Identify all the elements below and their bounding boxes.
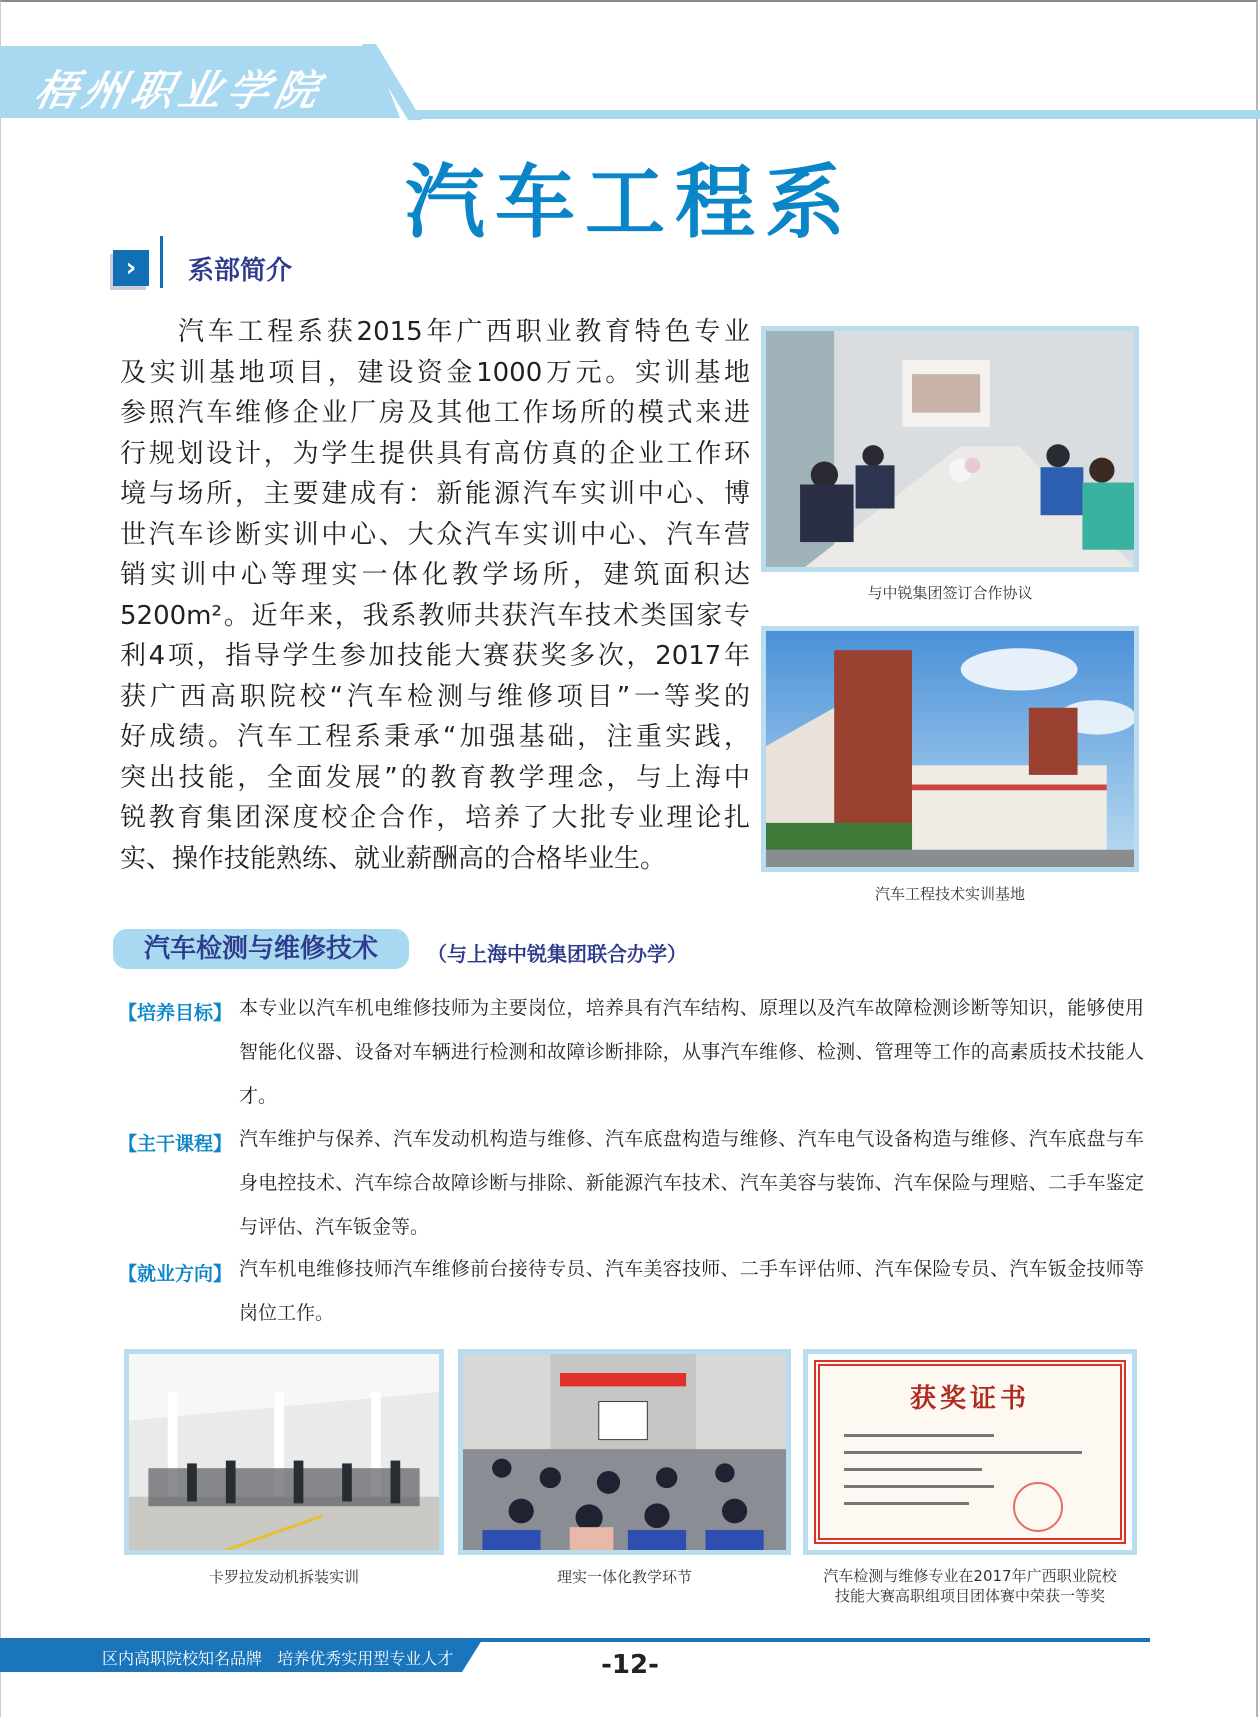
header-strip bbox=[410, 110, 1260, 119]
paragraph-line: 获广西高职院校“汽车检测与维修项目”一等奖的 bbox=[120, 681, 750, 712]
item-text: 汽车维护与保养、汽车发动机构造与维修、汽车底盘构造与维修、汽车电气设备构造与维修、汽车底盘与车身电控技术、汽车综合故障诊断与排除、新能源汽车技术、汽车美容与装饰、汽车保险与理赔、二手车鉴定与评估、汽车钣金等。 bbox=[239, 1128, 1144, 1238]
classroom-photo bbox=[458, 1349, 791, 1555]
paragraph-line: 境与场所，主要建成有：新能源汽车实训中心、博 bbox=[120, 479, 750, 509]
paragraph-line: 利4项，指导学生参加技能大赛获奖多次，2017年 bbox=[120, 641, 750, 671]
paragraph-line: 销实训中心等理实一体化教学场所，建筑面积达 bbox=[120, 560, 750, 590]
paragraph-line: 锐教育集团深度校企合作，培养了大批专业理论扎 bbox=[120, 803, 750, 833]
paragraph-line: 突出技能，全面发展”的教育教学理念，与上海中 bbox=[120, 762, 750, 793]
training-base-photo bbox=[761, 626, 1139, 872]
item-label: 【主干课程】 bbox=[118, 1133, 233, 1155]
paragraph-line: 世汽车诊断实训中心、大众汽车实训中心、汽车营 bbox=[120, 519, 750, 550]
paragraph-line: 行规划设计，为学生提供具有高仿真的企业工作环 bbox=[120, 438, 750, 469]
photo-caption: 与中锐集团签订合作协议 bbox=[867, 584, 1033, 602]
major-subtitle: （与上海中锐集团联合办学） bbox=[427, 942, 687, 966]
college-logo-text: 梧州职业学院 bbox=[30, 66, 329, 115]
chevron-right-icon: › bbox=[113, 250, 149, 286]
footer-slogan: 区内高职院校知名品牌 培养优秀实用型专业人才 bbox=[102, 1649, 454, 1668]
paragraph-line: 参照汽车维修企业厂房及其他工作场所的模式来进 bbox=[120, 398, 750, 428]
page-number: -12- bbox=[601, 1650, 659, 1680]
photo-caption bbox=[795, 1566, 1145, 1606]
photo-caption: 卡罗拉发动机拆装实训 bbox=[208, 1568, 359, 1586]
intro-paragraph bbox=[120, 312, 750, 879]
item-text: 本专业以汽车机电维修技师为主要岗位，培养具有汽车结构、原理以及汽车故障检测诊断等知识，能够使用智能化仪器、设备对车辆进行检测和故障诊断排除，从事汽车维修、检测、管理等工作的高素质技术技能人才。 bbox=[239, 997, 1144, 1107]
paragraph-line: 及实训基地项目，建设资金1000万元。实训基地 bbox=[120, 357, 750, 388]
paragraph-line: 汽车工程系获2015年广西职业教育特色专业 bbox=[178, 317, 750, 347]
item-label: 【就业方向】 bbox=[118, 1263, 233, 1285]
photo-caption: 汽车工程技术实训基地 bbox=[874, 885, 1025, 903]
page-title: 汽车工程系 bbox=[405, 156, 855, 249]
award-certificate-photo bbox=[803, 1349, 1137, 1555]
paragraph-line: 5200m²。近年来，我系教师共获汽车技术类国家专 bbox=[120, 600, 750, 631]
item-label: 【培养目标】 bbox=[118, 1002, 233, 1024]
photo-caption: 理实一体化教学环节 bbox=[556, 1568, 692, 1586]
meeting-photo bbox=[761, 326, 1139, 572]
section-divider bbox=[160, 236, 163, 288]
official-seal bbox=[1013, 1482, 1063, 1532]
item-text: 汽车机电维修技师汽车维修前台接待专员、汽车美容技师、二手车评估师、汽车保险专员、汽车钣金技师等岗位工作。 bbox=[239, 1258, 1144, 1324]
engine-workshop-photo bbox=[124, 1349, 444, 1555]
paragraph-line: 好成绩。汽车工程系秉承“加强基础，注重实践， bbox=[120, 722, 750, 752]
paragraph-line: 实、操作技能熟练、就业薪酬高的合格毕业生。 bbox=[120, 843, 667, 874]
caption-line: 技能大赛高职组项目团体赛中荣获一等奖 bbox=[834, 1587, 1105, 1605]
certificate-title: 获奖证书 bbox=[909, 1384, 1030, 1414]
caption-line: 汽车检测与维修专业在2017年广西职业院校 bbox=[823, 1567, 1117, 1585]
section-title: 系部简介 bbox=[188, 256, 293, 286]
major-name-badge: 汽车检测与维修技术 bbox=[113, 929, 409, 969]
